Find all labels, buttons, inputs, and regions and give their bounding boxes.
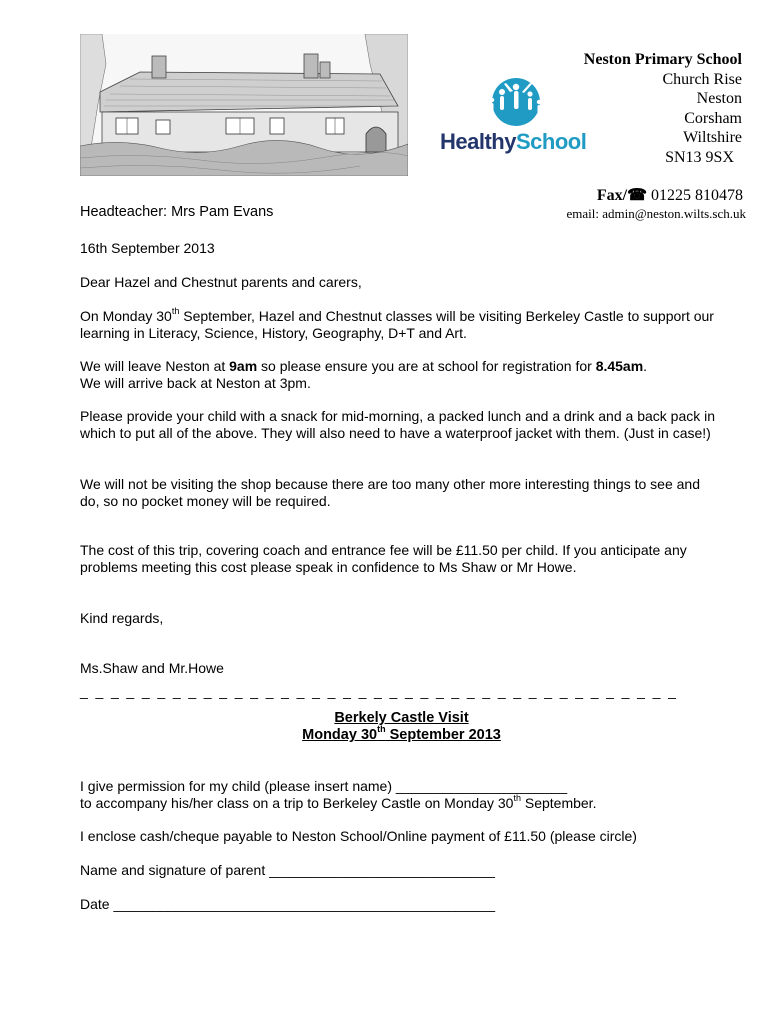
paragraph-times <box>80 358 720 392</box>
slip-subtitle-text: September 2013 <box>385 727 501 743</box>
payment-statement: I enclose cash/cheque payable to Neston School/Online payment of £11.50 (please circle) <box>80 828 637 844</box>
paragraph-text: . <box>643 358 648 374</box>
date-field[interactable]: Date _________________________________________________ <box>80 896 495 912</box>
parent-signature-field[interactable]: Name and signature of parent _____________________________ <box>80 862 495 878</box>
greeting: Dear Hazel and Chestnut parents and carers, <box>80 274 362 290</box>
paragraph-cost: The cost of this trip, covering coach and entrance fee will be £11.50 per child. If you anticipate any problems meeting this cost please speak in confidence to Ms Shaw or Mr Howe. <box>80 542 687 575</box>
permission-text: to accompany his/her class on a trip to Berkeley Castle on Monday 30 <box>80 795 514 811</box>
logo-word-healthy: Healthy <box>440 129 516 154</box>
paragraph-packing: Please provide your child with a snack for mid-morning, a packed lunch and a drink and a back pack in which to put all of the above. They will also need to have a waterproof jacket with them. (Just in case!) <box>80 408 716 441</box>
fax-label: Fax/ <box>596 187 628 204</box>
ordinal-suffix: th <box>377 724 386 735</box>
address-line: SN13 9SX <box>665 148 734 166</box>
cut-line: _ _ _ _ _ _ _ _ _ _ _ _ _ _ _ _ _ _ _ _ _ _ _ _ _ _ _ _ _ _ _ _ _ _ _ _ _ _ _ <box>80 683 678 699</box>
fax-number: 01225 810478 <box>651 187 743 204</box>
slip-subtitle <box>0 724 770 743</box>
address-line: Wiltshire <box>683 129 742 146</box>
letter-date: 16th September 2013 <box>80 240 215 256</box>
signoff: Ms.Shaw and Mr.Howe <box>80 660 224 676</box>
slip-title: Berkely Castle Visit <box>334 710 469 726</box>
permission-text: September. <box>520 795 597 811</box>
paragraph-text: We will leave Neston at <box>80 358 230 374</box>
address-line: Corsham <box>684 109 742 127</box>
permission-statement <box>80 778 740 812</box>
ordinal-suffix: th <box>513 793 521 804</box>
slip-subtitle-text: Monday 30 <box>302 727 378 743</box>
registration-time: 8.45am <box>595 358 644 374</box>
ordinal-suffix: th <box>171 306 180 317</box>
departure-time: 9am <box>229 358 258 374</box>
paragraph-text: On Monday 30 <box>80 308 172 324</box>
paragraph-text: so please ensure you are at school for registration for <box>257 358 596 374</box>
healthy-school-logo <box>440 78 596 160</box>
paragraph-shop: We will not be visiting the shop because there are too many other more interesting things to see and do, so no pocket money will be required. <box>80 476 700 509</box>
address-line: Church Rise <box>662 70 742 88</box>
permission-name-field[interactable]: I give permission for my child (please insert name) ______________________ <box>80 778 568 794</box>
telephone-icon: ☎ <box>627 187 647 204</box>
school-address <box>584 50 742 167</box>
address-line: Neston <box>696 90 742 107</box>
logo-word-school: School <box>515 129 587 154</box>
fax-line <box>597 185 743 205</box>
school-building-sketch <box>80 34 408 176</box>
school-email: email: admin@neston.wilts.sch.uk <box>566 206 746 221</box>
paragraph-text: We will arrive back at Neston at 3pm. <box>80 375 311 391</box>
paragraph-text: September, Hazel and Chestnut classes will be visiting Berkeley Castle to support our learning in Literacy, Science, History, Geography, D+T and Art. <box>80 308 714 341</box>
school-name: Neston Primary School <box>583 51 742 68</box>
headteacher: Headteacher: Mrs Pam Evans <box>80 204 274 220</box>
closing: Kind regards, <box>80 610 164 626</box>
paragraph-trip <box>80 308 720 342</box>
